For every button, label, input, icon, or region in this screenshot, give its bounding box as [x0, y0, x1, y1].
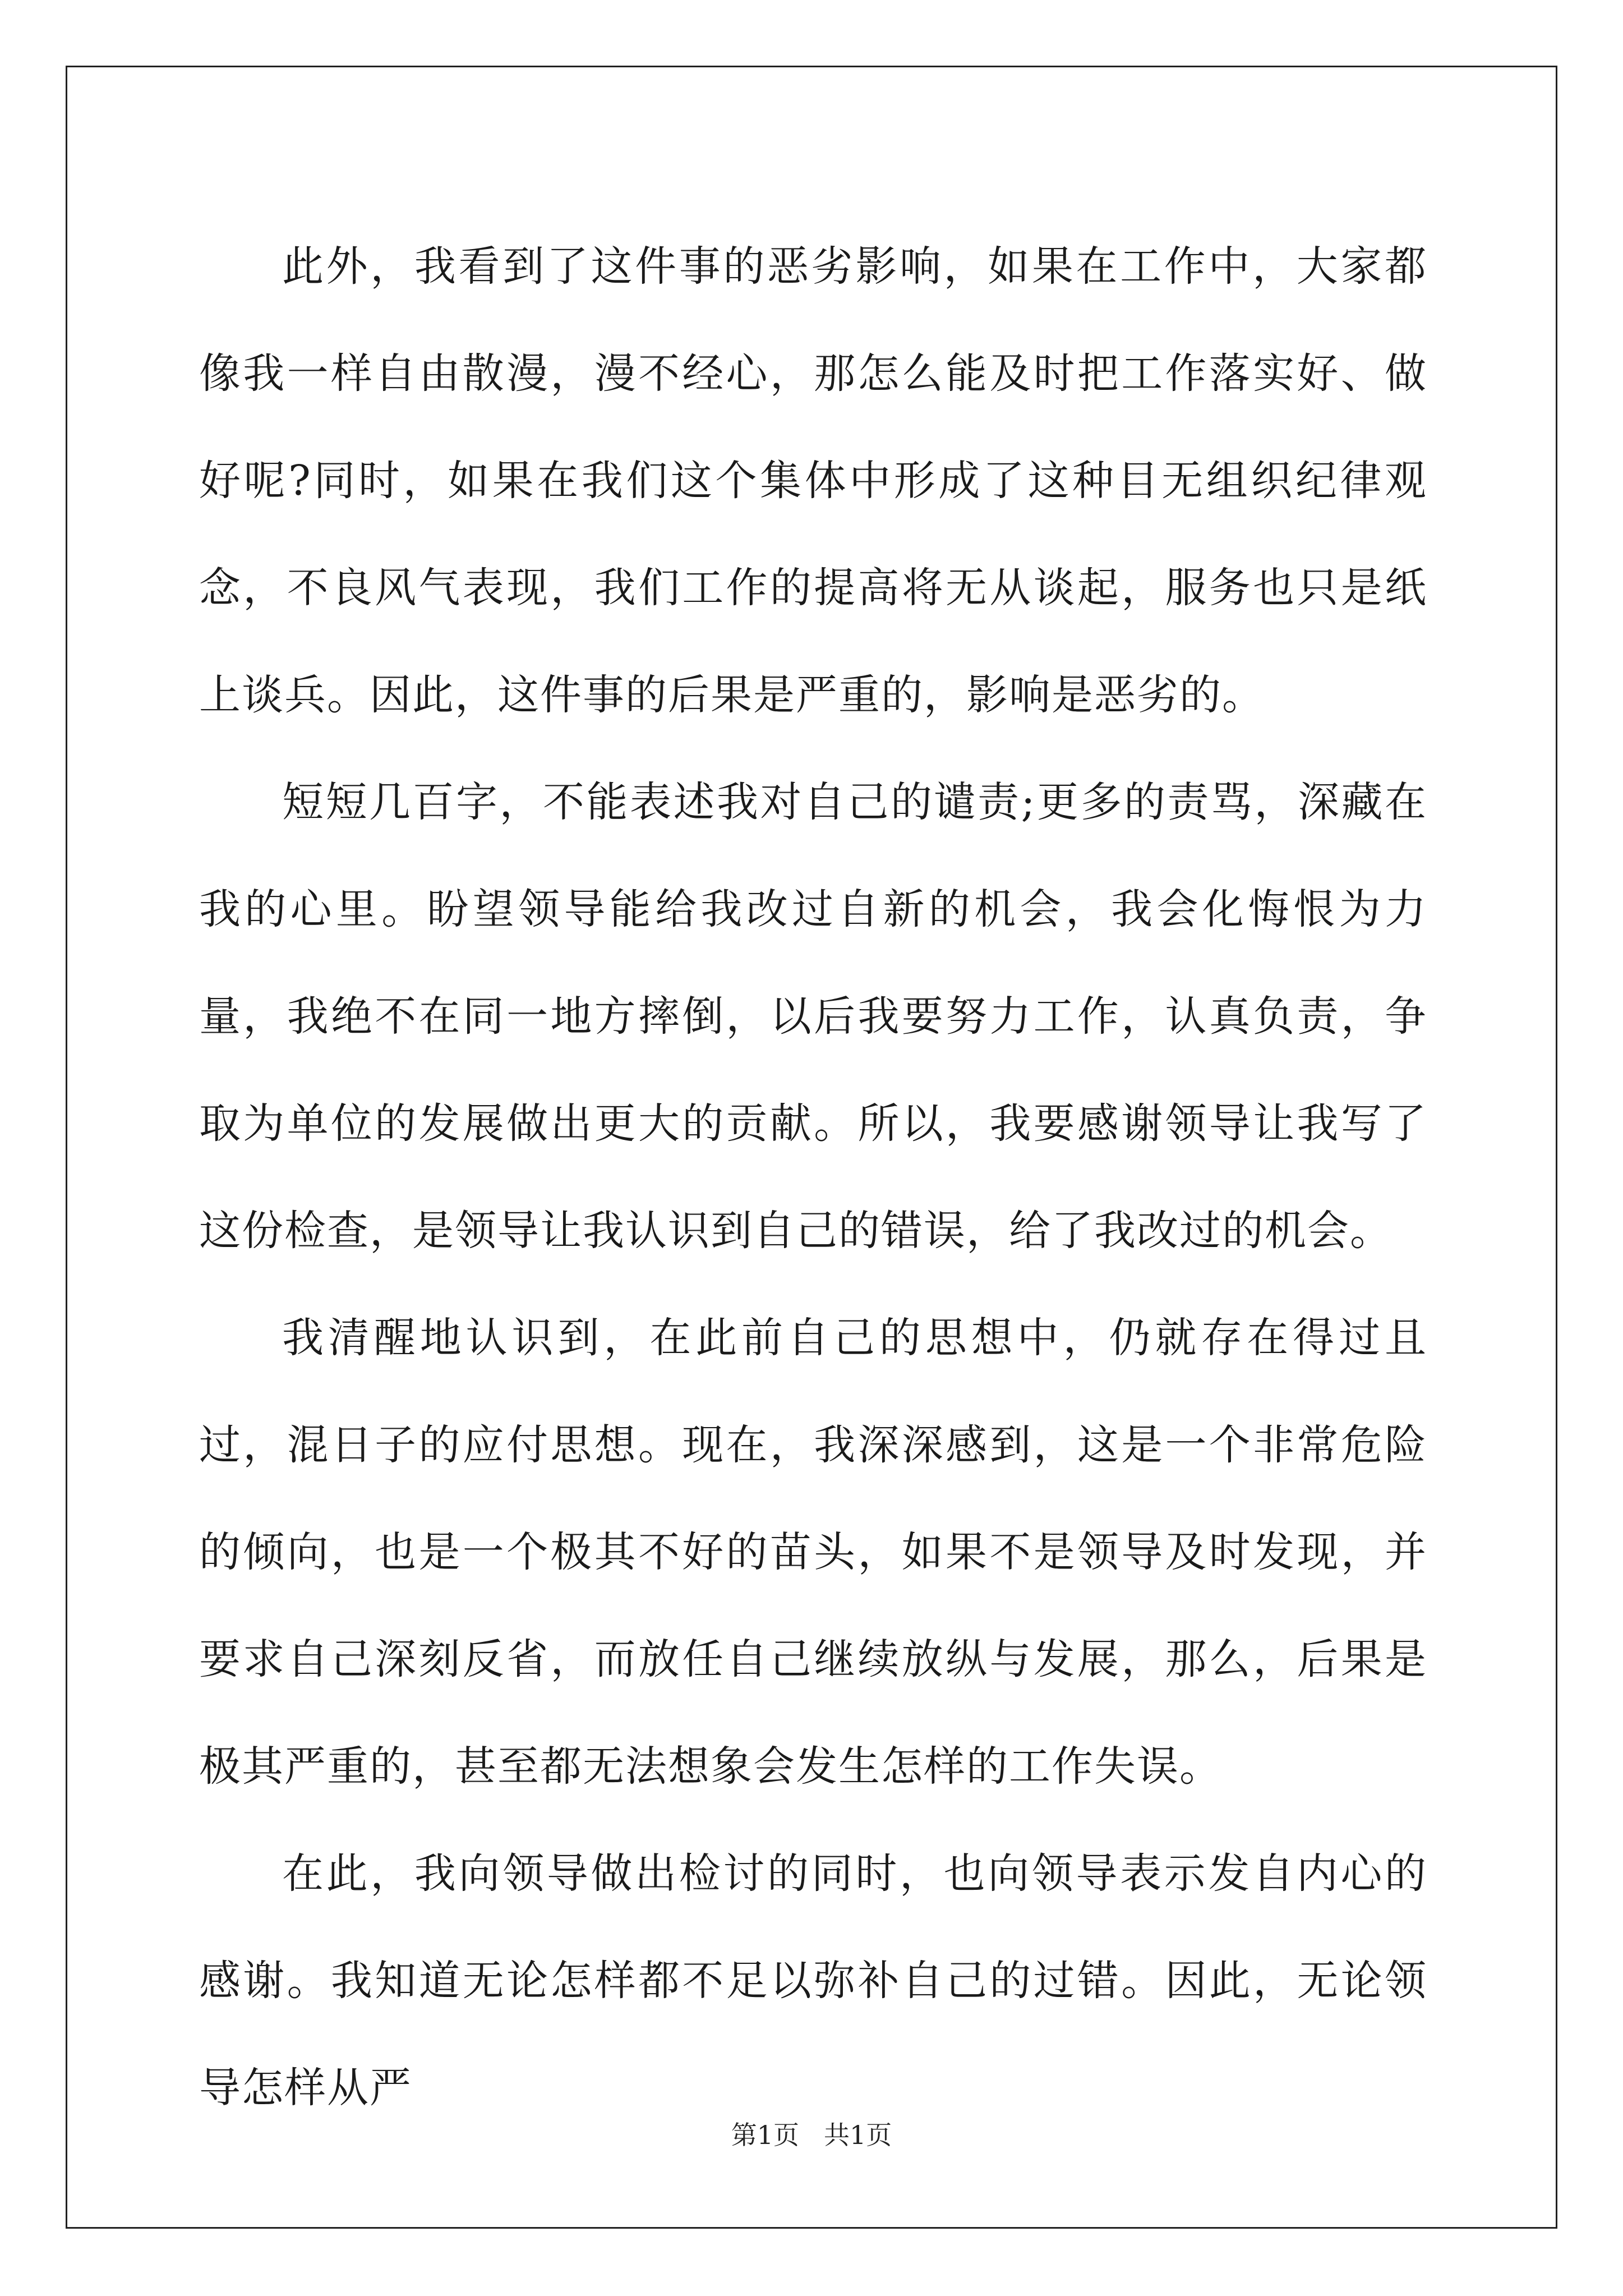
document-body: [199, 213, 1427, 2142]
paragraph: 短短几百字，不能表述我对自己的谴责;更多的责骂，深藏在我的心里。盼望领导能给我改过自新的机会，我会化悔恨为力量，我绝不在同一地方摔倒，以后我要努力工作，认真负责，争取为单位的发展做出更大的贡献。所以，我要感谢领导让我写了这份检查，是领导让我认识到自己的错误，给了我改过的机会。: [199, 778, 1427, 1255]
page-total: 共1页: [824, 2120, 892, 2150]
page-number: 第1页: [731, 2120, 799, 2150]
page-footer: [0, 2115, 1623, 2152]
paragraph: 此外，我看到了这件事的恶劣影响，如果在工作中，大家都像我一样自由散漫，漫不经心，那怎么能及时把工作落实好、做好呢?同时，如果在我们这个集体中形成了这种目无组织纪律观念，不良风气表现，我们工作的提高将无从谈起，服务也只是纸上谈兵。因此，这件事的后果是严重的，影响是恶劣的。: [199, 242, 1427, 719]
paragraph: 我清醒地认识到，在此前自己的思想中，仍就存在得过且过，混日子的应付思想。现在，我深深感到，这是一个非常危险的倾向，也是一个极其不好的苗头，如果不是领导及时发现，并要求自己深刻反省，而放任自己继续放纵与发展，那么，后果是极其严重的，甚至都无法想象会发生怎样的工作失误。: [199, 1314, 1427, 1791]
paragraph: 在此，我向领导做出检讨的同时，也向领导表示发自内心的感谢。我知道无论怎样都不足以弥补自己的过错。因此，无论领导怎样从严: [199, 1849, 1427, 2112]
